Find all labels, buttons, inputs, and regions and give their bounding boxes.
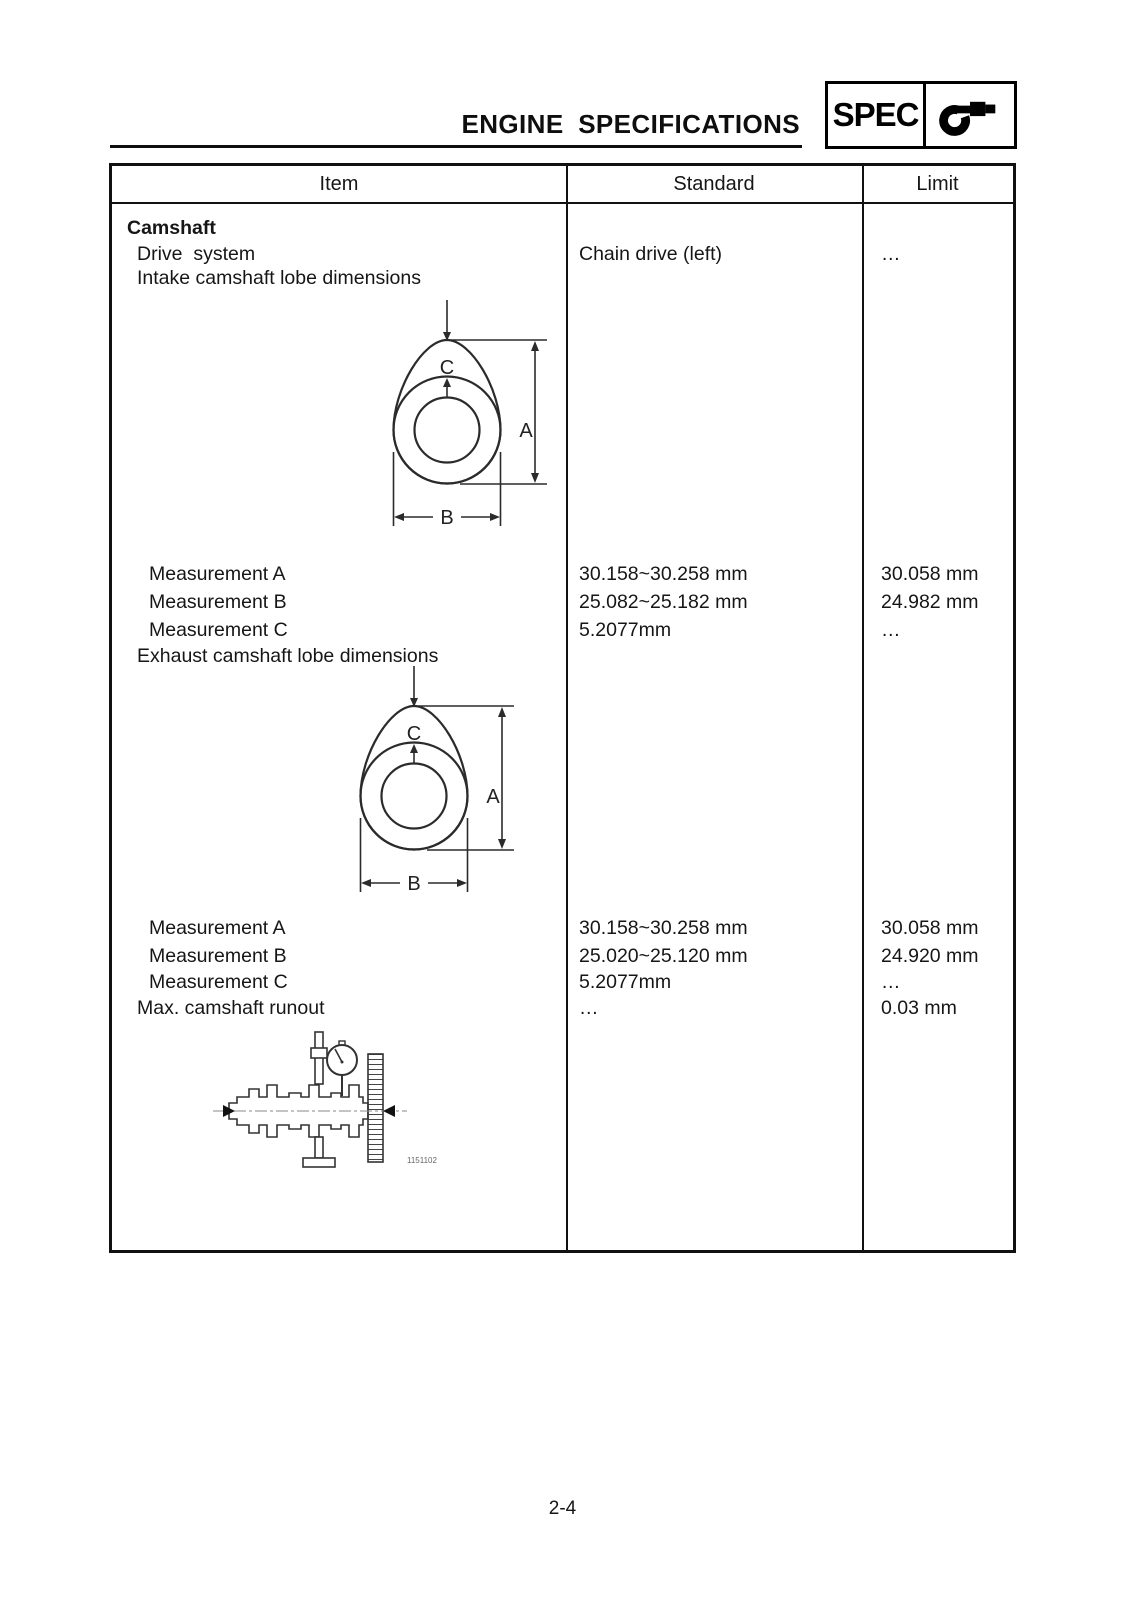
limit-exhaust-c: …	[881, 971, 901, 993]
intake-cam-lobe-diagram	[385, 294, 555, 534]
item-intake-measurement-b: Measurement B	[149, 591, 287, 613]
limit-intake-b: 24.982 mm	[881, 591, 979, 613]
standard-runout: …	[579, 997, 599, 1019]
lobe-label-c: C	[406, 723, 422, 745]
limit-runout: 0.03 mm	[881, 997, 957, 1019]
standard-drive-system: Chain drive (left)	[579, 243, 723, 265]
camshaft-runout-diagram	[211, 1022, 451, 1172]
col-header-standard: Standard	[673, 172, 755, 195]
limit-exhaust-a: 30.058 mm	[881, 917, 979, 939]
standard-intake-a: 30.158~30.258 mm	[579, 563, 748, 585]
standard-exhaust-a: 30.158~30.258 mm	[579, 917, 748, 939]
limit-drive-system: …	[881, 243, 901, 265]
cam-sprocket	[368, 1054, 383, 1162]
standard-exhaust-b: 25.020~25.120 mm	[579, 945, 748, 967]
item-exhaust-measurement-b: Measurement B	[149, 945, 287, 967]
figure-code: 1151102	[407, 1156, 437, 1165]
right-center-arrow	[383, 1105, 395, 1117]
lobe-label-a: A	[519, 420, 533, 442]
col-header-item: Item	[319, 172, 359, 195]
lobe-label-b: B	[440, 507, 454, 529]
lobe-label-c: C	[439, 357, 455, 379]
lobe-label-a: A	[486, 786, 500, 808]
spec-badge-icon-cell	[926, 84, 1014, 146]
limit-exhaust-b: 24.920 mm	[881, 945, 979, 967]
item-intake-measurement-a: Measurement A	[149, 563, 286, 585]
spec-table	[109, 163, 1016, 1253]
item-drive-system: Drive system	[137, 243, 256, 265]
item-intake-measurement-c: Measurement C	[149, 619, 288, 641]
title-underline	[110, 145, 802, 148]
lobe-label-b: B	[407, 873, 421, 895]
limit-intake-c: …	[881, 619, 901, 641]
dial-gauge-icon	[327, 1045, 357, 1075]
item-exhaust-measurement-c: Measurement C	[149, 971, 288, 993]
item-max-camshaft-runout: Max. camshaft runout	[137, 997, 325, 1019]
standard-intake-b: 25.082~25.182 mm	[579, 591, 748, 613]
standard-exhaust-c: 5.2077mm	[579, 971, 672, 993]
table-body	[112, 204, 1013, 1250]
micrometer-icon	[934, 93, 1006, 137]
section-title-camshaft: Camshaft	[127, 217, 216, 239]
item-exhaust-lobe-heading: Exhaust camshaft lobe dimensions	[137, 645, 439, 667]
spec-badge	[825, 81, 1017, 149]
limit-intake-a: 30.058 mm	[881, 563, 979, 585]
page-title: ENGINE SPECIFICATIONS	[461, 109, 800, 139]
standard-intake-c: 5.2077mm	[579, 619, 672, 641]
exhaust-cam-lobe-diagram	[352, 660, 522, 900]
page-number: 2-4	[548, 1498, 577, 1519]
table-header-row	[112, 166, 1013, 204]
item-exhaust-measurement-a: Measurement A	[149, 917, 286, 939]
spec-badge-label: SPEC	[828, 84, 926, 146]
item-intake-lobe-heading: Intake camshaft lobe dimensions	[137, 267, 421, 289]
col-header-limit: Limit	[916, 172, 959, 195]
